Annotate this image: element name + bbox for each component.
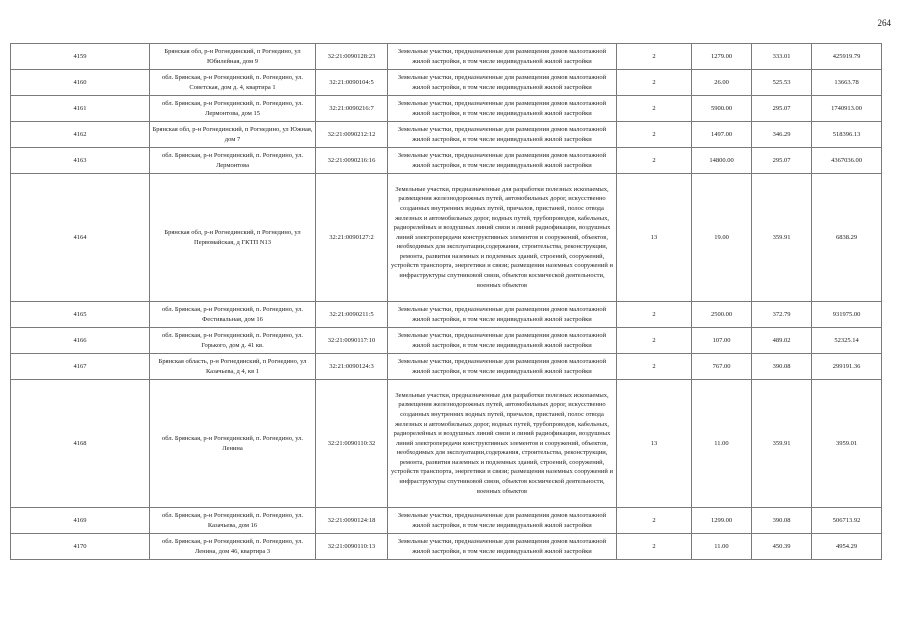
area-cell: 1279.00	[692, 44, 752, 70]
group-cell: 2	[617, 534, 692, 560]
cadastral-number-cell: 32:21:0090216:7	[316, 96, 388, 122]
table-row	[11, 354, 882, 380]
group-cell: 2	[617, 508, 692, 534]
group-cell: 2	[617, 70, 692, 96]
address-cell: Брянская обл, р-н Рогнединский, п Рогнедино, ул Южная, дом 7	[150, 122, 316, 148]
cadastral-value-cell: 6838.29	[812, 174, 882, 302]
row-number: 4161	[11, 96, 150, 122]
udpks-cell: 450.39	[752, 534, 812, 560]
udpks-cell: 489.02	[752, 328, 812, 354]
area-cell: 11.00	[692, 380, 752, 508]
area-cell: 26.00	[692, 70, 752, 96]
cadastral-value-cell: 425919.79	[812, 44, 882, 70]
table-row	[11, 44, 882, 70]
table-row	[11, 534, 882, 560]
cadastral-number-cell: 32:21:0090104:5	[316, 70, 388, 96]
cadastral-value-cell: 4954.29	[812, 534, 882, 560]
cadastral-number-cell: 32:21:0090110:13	[316, 534, 388, 560]
udpks-cell: 390.08	[752, 508, 812, 534]
cadastral-value-cell: 518396.13	[812, 122, 882, 148]
address-cell: Брянская обл, р-н Рогнединский, п Рогнедино, ул Юбилейная, дом 9	[150, 44, 316, 70]
row-number: 4167	[11, 354, 150, 380]
row-number: 4165	[11, 302, 150, 328]
table-row	[11, 96, 882, 122]
cadastral-number-cell: 32:21:0090216:16	[316, 148, 388, 174]
area-cell: 5900.00	[692, 96, 752, 122]
group-cell: 2	[617, 148, 692, 174]
cadastral-value-cell: 1740913.00	[812, 96, 882, 122]
cadastral-value-cell: 931975.00	[812, 302, 882, 328]
cadastral-number-cell: 32:21:0090128:23	[316, 44, 388, 70]
cadastral-value-cell: 13663.78	[812, 70, 882, 96]
purpose-cell: Земельные участки, предназначенные для размещения домов малоэтажной жилой застройки, в том числе индивидуальной жилой застройки	[388, 44, 617, 70]
udpks-cell: 295.07	[752, 148, 812, 174]
cadastral-value-cell: 52325.14	[812, 328, 882, 354]
purpose-cell: Земельные участки, предназначенные для размещения домов малоэтажной жилой застройки, в том числе индивидуальной жилой застройки	[388, 70, 617, 96]
area-cell: 19.00	[692, 174, 752, 302]
address-cell: обл. Брянская, р-н Рогнединский, п. Рогнедино, ул. Горького, дом д. 41 кв.	[150, 328, 316, 354]
group-cell: 2	[617, 328, 692, 354]
purpose-cell: Земельные участки, предназначенные для размещения домов малоэтажной жилой застройки, в том числе индивидуальной жилой застройки	[388, 148, 617, 174]
cadastral-number-cell: 32:21:0090110:32	[316, 380, 388, 508]
purpose-cell: Земельные участки, предназначенные для размещения домов малоэтажной жилой застройки, в том числе индивидуальной жилой застройки	[388, 122, 617, 148]
address-cell: обл. Брянская, р-н Рогнединский, п. Рогнедино, ул. Лермонтова, дом 15	[150, 96, 316, 122]
cadastral-number-cell: 32:21:0090127:2	[316, 174, 388, 302]
table-row	[11, 328, 882, 354]
address-cell: обл. Брянская, р-н Рогнединский, п. Рогнедино, ул. Советская, дом д. 4, квартира 1	[150, 70, 316, 96]
group-cell: 13	[617, 380, 692, 508]
group-cell: 2	[617, 44, 692, 70]
udpks-cell: 295.07	[752, 96, 812, 122]
page-number: 264	[877, 18, 891, 28]
cadastral-number-cell: 32:21:0090124:18	[316, 508, 388, 534]
cadastral-number-cell: 32:21:0090212:12	[316, 122, 388, 148]
area-cell: 11.00	[692, 534, 752, 560]
cadastral-value-cell: 506713.92	[812, 508, 882, 534]
cadastral-value-table	[10, 43, 882, 560]
row-number: 4164	[11, 174, 150, 302]
row-number: 4170	[11, 534, 150, 560]
address-cell: обл. Брянская, р-н Рогнединский, п. Рогнедино, ул. Фестивальная, дом 16	[150, 302, 316, 328]
cadastral-value-cell: 4367036.00	[812, 148, 882, 174]
address-cell: обл. Брянская, р-н Рогнединский, п. Рогнедино, ул. Казачьева, дом 16	[150, 508, 316, 534]
table-row	[11, 70, 882, 96]
purpose-cell: Земельные участки, предназначенные для размещения домов малоэтажной жилой застройки, в том числе индивидуальной жилой застройки	[388, 302, 617, 328]
area-cell: 14800.00	[692, 148, 752, 174]
udpks-cell: 372.79	[752, 302, 812, 328]
table-body	[11, 44, 882, 560]
purpose-cell: Земельные участки, предназначенные для размещения домов малоэтажной жилой застройки, в том числе индивидуальной жилой застройки	[388, 328, 617, 354]
address-cell: Брянская область, р-н Рогнединский, п Рогнедино, ул Казачьева, д 4, кв 1	[150, 354, 316, 380]
group-cell: 2	[617, 354, 692, 380]
udpks-cell: 346.29	[752, 122, 812, 148]
cadastral-number-cell: 32:21:0090124:3	[316, 354, 388, 380]
purpose-cell: Земельные участки, предназначенные для разработки полезных ископаемых, размещения железнодорожных путей, автомобильных дорог, искусственно созданных внутренних водных путей, причалов, пристаней, полос отвода железных и автомобильных дорог, водных путей, трубопроводов, кабельных, радиорелейных и воздушных линий связи и линий радиофикации, воздушных линий электропередачи конструктивных элементов и сооружений, объектов, необходимых для эксплуатации,содержания, строительства, реконструкции, ремонта, развития наземных и подземных зданий, строений, сооружений, устройств транспорта, энергетики и связи; размещения наземных сооружений и инфраструктуры спутниковой связи, объектов космической деятельности, военных объектов	[388, 174, 617, 302]
table-row	[11, 302, 882, 328]
row-number: 4166	[11, 328, 150, 354]
udpks-cell: 333.01	[752, 44, 812, 70]
udpks-cell: 390.08	[752, 354, 812, 380]
group-cell: 2	[617, 96, 692, 122]
group-cell: 13	[617, 174, 692, 302]
group-cell: 2	[617, 302, 692, 328]
group-cell: 2	[617, 122, 692, 148]
cadastral-number-cell: 32:21:0090117:10	[316, 328, 388, 354]
purpose-cell: Земельные участки, предназначенные для разработки полезных ископаемых, размещения железнодорожных путей, автомобильных дорог, искусственно созданных внутренних водных путей, причалов, пристаней, полос отвода железных и автомобильных дорог, водных путей, трубопроводов, кабельных, радиорелейных и воздушных линий связи и линий радиофикации, воздушных линий электропередачи конструктивных элементов и сооружений, объектов, необходимых для эксплуатации,содержания, строительства, реконструкции, ремонта, развития наземных и подземных зданий, строений, сооружений, устройств транспорта, энергетики и связи; размещения наземных сооружений и инфраструктуры спутниковой связи, объектов космической деятельности, военных объектов	[388, 380, 617, 508]
area-cell: 2500.00	[692, 302, 752, 328]
purpose-cell: Земельные участки, предназначенные для размещения домов малоэтажной жилой застройки, в том числе индивидуальной жилой застройки	[388, 96, 617, 122]
table-row	[11, 148, 882, 174]
purpose-cell: Земельные участки, предназначенные для размещения домов малоэтажной жилой застройки, в том числе индивидуальной жилой застройки	[388, 508, 617, 534]
row-number: 4168	[11, 380, 150, 508]
row-number: 4159	[11, 44, 150, 70]
area-cell: 1497.00	[692, 122, 752, 148]
row-number: 4163	[11, 148, 150, 174]
area-cell: 1299.00	[692, 508, 752, 534]
table-row	[11, 380, 882, 508]
udpks-cell: 525.53	[752, 70, 812, 96]
row-number: 4169	[11, 508, 150, 534]
address-cell: обл. Брянская, р-н Рогнединский, п. Рогнедино, ул. Ленина, дом 46, квартира 3	[150, 534, 316, 560]
table-row	[11, 122, 882, 148]
table-row	[11, 174, 882, 302]
address-cell: Брянская обл, р-н Рогнединский, п Рогнедино, ул Первомайская, д ГКТП N13	[150, 174, 316, 302]
purpose-cell: Земельные участки, предназначенные для размещения домов малоэтажной жилой застройки, в том числе индивидуальной жилой застройки	[388, 354, 617, 380]
address-cell: обл. Брянская, р-н Рогнединский, п. Рогнедино, ул. Ленина	[150, 380, 316, 508]
cadastral-value-cell: 3959.01	[812, 380, 882, 508]
area-cell: 767.00	[692, 354, 752, 380]
cadastral-number-cell: 32:21:0090211:5	[316, 302, 388, 328]
address-cell: обл. Брянская, р-н Рогнединский, п. Рогнедино, ул. Лермонтова	[150, 148, 316, 174]
table-row	[11, 508, 882, 534]
udpks-cell: 359.91	[752, 174, 812, 302]
purpose-cell: Земельные участки, предназначенные для размещения домов малоэтажной жилой застройки, в том числе индивидуальной жилой застройки	[388, 534, 617, 560]
row-number: 4162	[11, 122, 150, 148]
area-cell: 107.00	[692, 328, 752, 354]
cadastral-value-cell: 299191.36	[812, 354, 882, 380]
udpks-cell: 359.91	[752, 380, 812, 508]
row-number: 4160	[11, 70, 150, 96]
